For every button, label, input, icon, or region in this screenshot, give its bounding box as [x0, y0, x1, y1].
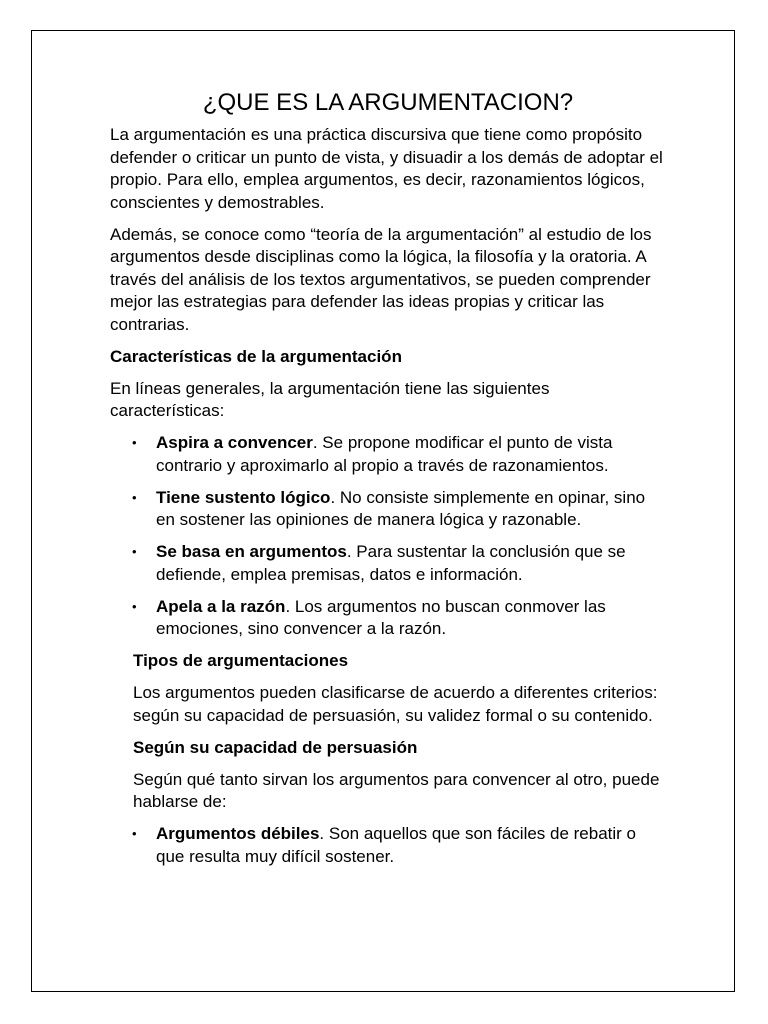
intro-paragraph-1: La argumentación es una práctica discursiva que tiene como propósito defender o criticar un punto de vista, y disuadir a los demás de adoptar el propio. Para ello, emplea argumentos, es decir, razonamientos lógicos, conscientes y demostrables. [110, 125, 663, 212]
persuasion-list [110, 823, 666, 868]
characteristics-list [110, 432, 666, 641]
list-item-text: . Para sustentar la conclusión que se defiende, emplea premisas, datos e información. [156, 542, 626, 584]
list-item-lead: Argumentos débiles [156, 824, 320, 843]
list-item [110, 823, 666, 868]
list-item [110, 432, 666, 477]
document-title: ¿QUE ES LA ARGUMENTACION? [202, 89, 574, 116]
list-item-text: . No consiste simplemente en opinar, sino en sostener las opiniones de manera lógica y razonable. [156, 487, 646, 529]
characteristics-heading: Características de la argumentación [110, 346, 402, 366]
intro-paragraph-2: Además, se conoce como “teoría de la argumentación” al estudio de los argumentos desde disciplinas como la lógica, la filosofía y la oratoria. A través del análisis de los textos argumentativos, se pueden comprender mejor las estrategias para defender las ideas propias y criticar las contrarias. [110, 224, 652, 334]
characteristics-intro: En líneas generales, la argumentación tiene las siguientes características: [110, 378, 550, 420]
list-item-lead: Tiene sustento lógico [156, 487, 331, 507]
types-intro: Los argumentos pueden clasificarse de acuerdo a diferentes criterios: según su capacidad de persuasión, su validez formal o su contenido. [133, 683, 658, 725]
types-section [133, 650, 666, 814]
list-item [110, 596, 666, 641]
list-item [110, 541, 666, 586]
list-item-text: . Los argumentos no buscan conmover las emociones, sino convencer a la razón. [156, 596, 606, 638]
list-item-lead: Se basa en argumentos [156, 542, 347, 561]
persuasion-intro: Según qué tanto sirvan los argumentos para convencer al otro, puede hablarse de: [133, 769, 660, 811]
list-item-lead: Aspira a convencer [156, 433, 313, 452]
list-item-text: . Son aquellos que son fáciles de rebatir o que resulta muy difícil sostener. [156, 824, 637, 866]
document-content [110, 88, 666, 878]
persuasion-heading: Según su capacidad de persuasión [133, 737, 418, 757]
types-heading: Tipos de argumentaciones [133, 651, 349, 670]
list-item [110, 487, 666, 532]
list-item-lead: Apela a la razón [156, 596, 286, 616]
document-page [31, 30, 735, 992]
list-item-text: . Se propone modificar el punto de vista contrario y aproximarlo al propio a través de razonamientos. [156, 433, 613, 475]
